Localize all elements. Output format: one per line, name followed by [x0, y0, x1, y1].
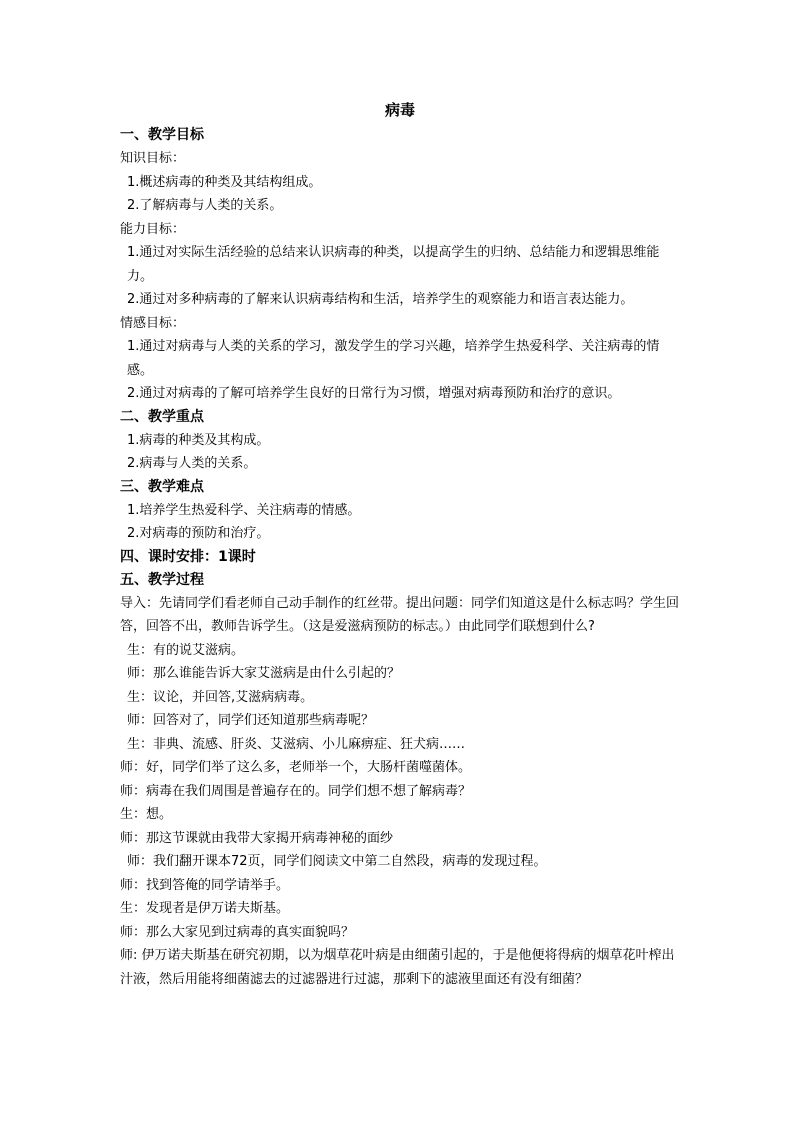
process-paragraph: 生：有的说艾滋病。: [127, 642, 245, 658]
process-paragraph: 生：发现者是伊万诺夫斯基。: [120, 901, 290, 916]
ability-goals-label: 能力目标：: [120, 221, 186, 237]
process-paragraph: 师: 伊万诺夫斯基在研究初期，以为烟草花叶病是由细菌引起的，于是他便将得病的烟草花叶榨出汁液，然后用能将细菌滤去的过滤器进行过滤，那剩下的滤液里面还有没有细菌？: [120, 948, 675, 987]
difficulty-item: 1.培养学生热爱科学、关注病毒的情感。: [127, 502, 361, 518]
key-point-item: 1.病毒的种类及其构成。: [127, 432, 270, 448]
emotion-goal-item: 1.通过对病毒与人类的关系的学习，激发学生的学习兴趣，培养学生热爱科学、关注病毒的情感。: [127, 339, 660, 378]
difficulty-item: 2.对病毒的预防和治疗。: [127, 526, 270, 541]
knowledge-goal-item: 1.概述病毒的种类及其结构组成。: [127, 174, 322, 190]
process-paragraph: 师：那么谁能告诉大家艾滋病是由什么引起的？: [127, 666, 401, 681]
process-paragraph: 师：回答对了，同学们还知道那些病毒呢？: [127, 713, 375, 728]
section-heading-schedule: 四、课时安排：1课时: [120, 548, 256, 565]
knowledge-goals-label: 知识目标：: [120, 151, 186, 166]
process-paragraph: 导入：先请同学们看老师自己动手制作的红丝带。提出问题：同学们知道这是什么标志吗？学生回答，回答不出，教师告诉学生。（这是爱滋病预防的标志。）由此同学们联想到什么?: [120, 595, 680, 634]
section-heading-difficulties: 三、教学难点: [120, 478, 204, 495]
section-heading-key-points: 二、教学重点: [120, 408, 204, 425]
document-title: 病毒: [384, 101, 415, 119]
process-paragraph: 师：找到答俺的同学请举手。: [120, 877, 290, 893]
key-point-item: 2.病毒与人类的关系。: [127, 456, 257, 471]
process-paragraph: 师：我们翻开课本72页，同学们阅读文中第二自然段，病毒的发现过程。: [127, 854, 547, 869]
section-heading-process: 五、教学过程: [120, 571, 204, 588]
process-paragraph: 生：想。: [120, 807, 173, 822]
emotion-goals-label: 情感目标：: [120, 315, 186, 331]
process-paragraph: 师：那这节课就由我带大家揭开病毒神秘的面纱: [120, 830, 394, 846]
emotion-goal-item: 2.通过对病毒的了解可培养学生良好的日常行为习惯，增强对病毒预防和治疗的意识。: [127, 386, 621, 401]
section-heading-goals: 一、教学目标: [120, 127, 204, 143]
ability-goal-item: 2.通过对多种病毒的了解来认识病毒结构和生活，培养学生的观察能力和语言表达能力。: [127, 292, 634, 307]
process-paragraph: 师：那么大家见到过病毒的真实面貌吗？: [120, 924, 355, 940]
process-paragraph: 师：病毒在我们周围是普遍存在的。同学们想不想了解病毒？: [120, 783, 472, 799]
process-paragraph: 生：非典、流感、肝炎、艾滋病、小儿麻痹症、狂犬病……: [127, 736, 466, 752]
process-paragraph: 生：议论，并回答,艾滋病病毒。: [127, 689, 314, 705]
knowledge-goal-item: 2.了解病毒与人类的关系。: [127, 198, 283, 213]
ability-goal-item: 1.通过对实际生活经验的总结来认识病毒的种类，以提高学生的归纳、总结能力和逻辑思维能力。: [127, 245, 660, 284]
document-page: [120, 100, 680, 991]
process-paragraph: 师：好，同学们举了这么多，老师举一个，大肠杆菌噬菌体。: [120, 760, 472, 775]
